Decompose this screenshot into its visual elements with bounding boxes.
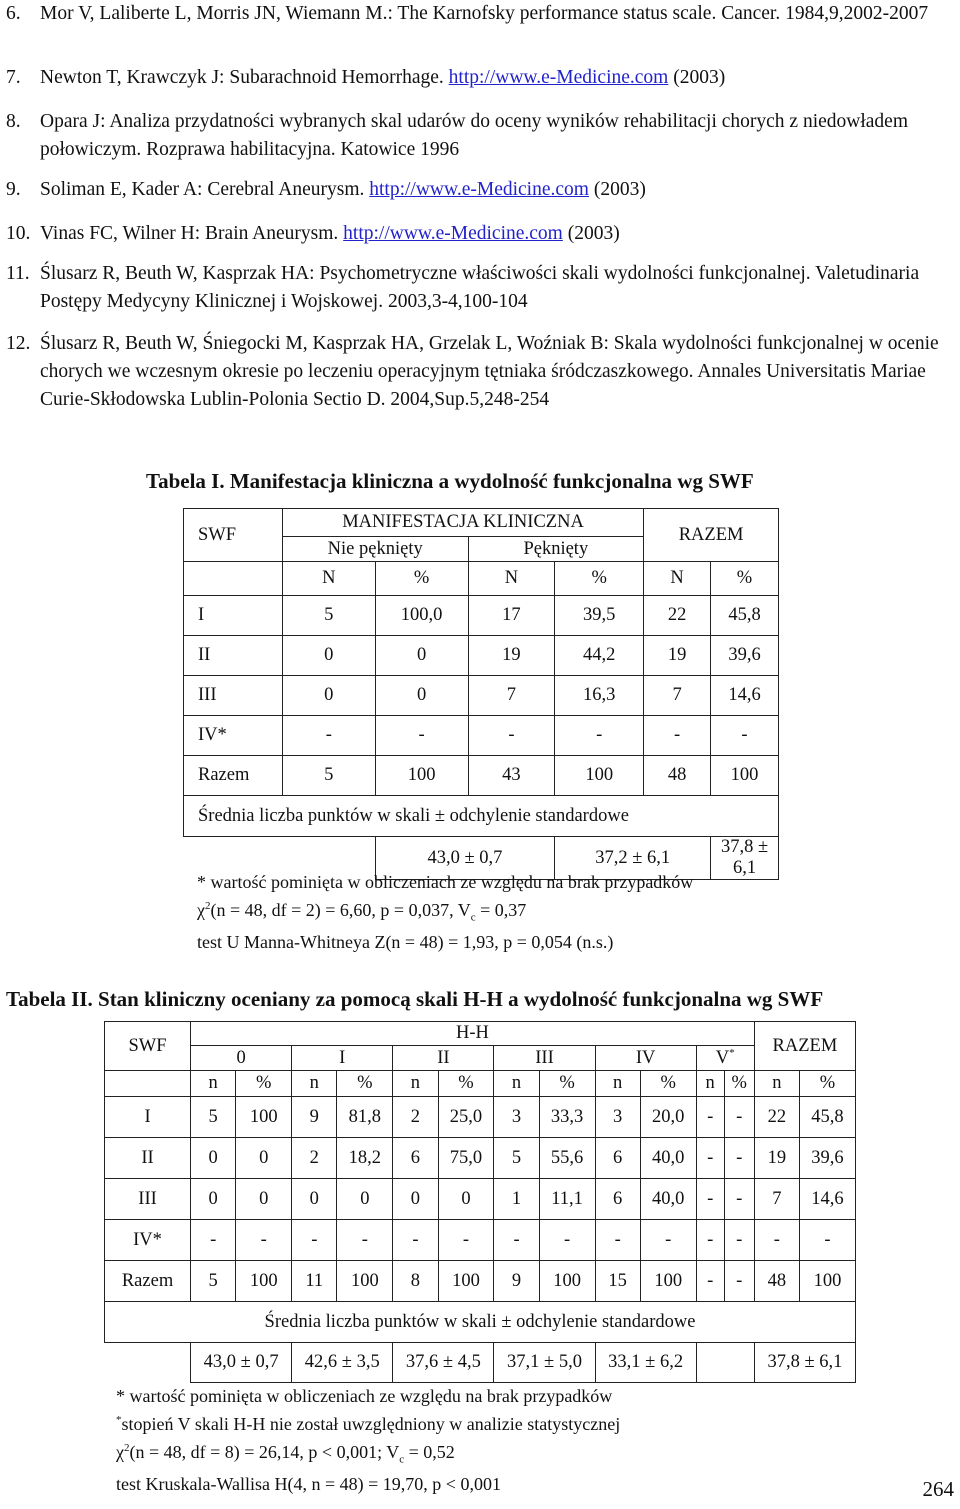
reference-text: Mor V, Laliberte L, Morris JN, Wiemann M.: The Karnofsky performance status scale. Cancer. 1984,9,2002-2007 [40, 3, 929, 24]
table1-test-line: test U Manna-Whitneya Z(n = 48) = 1,93, p = 0,054 (n.s.) [197, 931, 614, 952]
table1-cell: 100 [375, 756, 468, 796]
reference-9 [6, 176, 956, 204]
table2-cell: 0 [191, 1138, 236, 1179]
table2-sub-cell: % [724, 1071, 754, 1097]
table2-cell: - [696, 1220, 724, 1261]
table1-cell: - [555, 716, 644, 756]
table2-cell: - [494, 1220, 539, 1261]
table2-notes [116, 1384, 620, 1496]
table2-cell: 15 [595, 1261, 640, 1302]
table1-cell: 100 [711, 756, 779, 796]
table2-cell: - [724, 1220, 754, 1261]
table1-cell: 5 [282, 756, 375, 796]
table2-swf-header: SWF [105, 1022, 191, 1071]
table1-row [184, 596, 779, 636]
reference-link[interactable]: http://www.e-Medicine.com [448, 67, 669, 88]
table2-cell: 100 [236, 1261, 292, 1302]
table2-cell: 75,0 [438, 1138, 494, 1179]
table2-cell: 5 [191, 1097, 236, 1138]
table2-cell: 0 [236, 1179, 292, 1220]
table1 [183, 508, 779, 880]
table1-row [184, 636, 779, 676]
table1-cell: - [711, 716, 779, 756]
table2-row [105, 1220, 856, 1261]
table2-mean-value [696, 1343, 754, 1383]
reference-text: Soliman E, Kader A: Cerebral Aneurysm. [40, 179, 370, 200]
reference-year: (2003) [562, 223, 620, 244]
table2-empty-cell [105, 1071, 191, 1097]
table2-cell: 0 [337, 1179, 393, 1220]
table1-row-label: II [184, 636, 283, 676]
table2-sub-cell: n [595, 1071, 640, 1097]
table2-cell: 20,0 [640, 1097, 696, 1138]
table1-swf-header: SWF [184, 509, 283, 562]
table2-cell: 18,2 [337, 1138, 393, 1179]
table2-cell: 33,3 [539, 1097, 595, 1138]
table2-cell: 0 [191, 1179, 236, 1220]
table2-cell: - [640, 1220, 696, 1261]
reference-text: Ślusarz R, Beuth W, Kasprzak HA: Psychometryczne właściwości skali wydolności funkcjonalnej. Valetudinaria Postępy Medycyny Klinicznej i Wojskowej. 2003,3-4,100-104 [40, 263, 920, 312]
table2-cell: 100 [799, 1261, 855, 1302]
table2-sub-cell: n [494, 1071, 539, 1097]
reference-number: 10. [6, 223, 31, 244]
table2-cell: 100 [337, 1261, 393, 1302]
table2-cell: 81,8 [337, 1097, 393, 1138]
table2-cell: - [754, 1220, 799, 1261]
table1-cell: 0 [375, 636, 468, 676]
table2-cell: 45,8 [799, 1097, 855, 1138]
table1-cell: - [375, 716, 468, 756]
table2-cell: - [724, 1179, 754, 1220]
reference-7 [6, 64, 956, 92]
table2-grade-header: III [494, 1046, 595, 1071]
table1-cell: - [282, 716, 375, 756]
table1-sub-cell: % [375, 562, 468, 596]
table2-grade-header: IV [595, 1046, 696, 1071]
table1-cell: - [468, 716, 555, 756]
table1-sub-cell: N [644, 562, 711, 596]
table1-cell: 7 [644, 676, 711, 716]
table2-sub-cell: % [799, 1071, 855, 1097]
table1-cell: 0 [282, 676, 375, 716]
table2-row-label: I [105, 1097, 191, 1138]
reference-link[interactable]: http://www.e-Medicine.com [343, 223, 563, 244]
table1-row-label: Razem [184, 756, 283, 796]
table2-cell: 25,0 [438, 1097, 494, 1138]
table2-cell: 2 [393, 1097, 438, 1138]
table1-row-label: I [184, 596, 283, 636]
table2-row-label: III [105, 1179, 191, 1220]
table1-notes [197, 870, 693, 954]
table2-cell: 11 [292, 1261, 337, 1302]
table1-cell: 19 [644, 636, 711, 676]
reference-6 [6, 0, 956, 28]
reference-text: Opara J: Analiza przydatności wybranych skal udarów do oceny wyników rehabilitacji chorych z niedowładem połowiczym. Rozprawa habilitacyjna. Katowice 1996 [40, 111, 909, 160]
table2-note: * wartość pominięta w obliczeniach ze względu na brak przypadków [116, 1386, 613, 1406]
reference-text: Ślusarz R, Beuth W, Śniegocki M, Kasprzak HA, Grzelak L, Woźniak B: Skala wydolności funkcjonalnej w ocenie chorych we wczesnym okresie po leczeniu operacyjnym tętniaka śródczaszkowego. Annales Universitatis Mariae Curie-Skłodowska Lublin-Polonia Sectio D. 2004,Sup.5,248-254 [40, 333, 939, 410]
table2-sub-cell: % [438, 1071, 494, 1097]
table2-cell: - [696, 1138, 724, 1179]
table2-cell: - [292, 1220, 337, 1261]
reference-number: 11. [6, 263, 30, 284]
page-number: 264 [922, 1477, 954, 1501]
reference-year: (2003) [588, 179, 646, 200]
table1-cell: 0 [282, 636, 375, 676]
table1-cell: 43 [468, 756, 555, 796]
table1-cell: 0 [375, 676, 468, 716]
table2-cell: 40,0 [640, 1138, 696, 1179]
table1-cell: - [644, 716, 711, 756]
table2-sub-cell: % [640, 1071, 696, 1097]
reference-number: 9. [6, 179, 21, 200]
table1-manifest-header: MANIFESTACJA KLINICZNA [282, 509, 643, 537]
table2-cell: - [724, 1261, 754, 1302]
table1-nie-pekniety-header: Nie pęknięty [282, 537, 468, 562]
table1-sub-cell: N [282, 562, 375, 596]
table1-mean-label: Średnia liczba punktów w skali ± odchylenie standardowe [184, 796, 779, 837]
table2-row [105, 1097, 856, 1138]
table1-razem-header: RAZEM [644, 509, 779, 562]
table2-mean-value: 37,8 ± 6,1 [754, 1343, 855, 1383]
table2-row-label: II [105, 1138, 191, 1179]
table1-cell: 44,2 [555, 636, 644, 676]
table1-cell: 48 [644, 756, 711, 796]
table2-cell: 0 [236, 1138, 292, 1179]
table2-sub-cell: n [393, 1071, 438, 1097]
table1-cell: 45,8 [711, 596, 779, 636]
table2-cell: 55,6 [539, 1138, 595, 1179]
table2-cell: 0 [438, 1179, 494, 1220]
table2-row [105, 1261, 856, 1302]
table2-cell: - [438, 1220, 494, 1261]
table2-cell: - [724, 1138, 754, 1179]
table2-cell: 6 [393, 1138, 438, 1179]
table2-cell: 100 [640, 1261, 696, 1302]
reference-11 [6, 260, 956, 316]
table2-cell: 2 [292, 1138, 337, 1179]
table1-cell: 17 [468, 596, 555, 636]
table1-subheader-row [184, 562, 779, 596]
reference-10 [6, 220, 956, 248]
table2-sub-cell: n [754, 1071, 799, 1097]
table2-subheader-row [105, 1071, 856, 1097]
table2-sub-cell: % [539, 1071, 595, 1097]
table2-cell: - [595, 1220, 640, 1261]
table2-cell: 6 [595, 1179, 640, 1220]
table2-caption: Tabela II. Stan kliniczny oceniany za pomocą skali H-H a wydolność funkcjonalna wg SWF [6, 987, 824, 1011]
table2-cell: - [696, 1179, 724, 1220]
table1-row-label: IV* [184, 716, 283, 756]
table1-cell: 5 [282, 596, 375, 636]
table2-cell: 1 [494, 1179, 539, 1220]
table2-mean-value: 33,1 ± 6,2 [595, 1343, 696, 1383]
table2-sub-cell: n [191, 1071, 236, 1097]
table1-cell: 22 [644, 596, 711, 636]
table2-grade-header: V* [696, 1046, 754, 1071]
reference-link[interactable]: http://www.e-Medicine.com [369, 179, 589, 200]
table2-cell: - [191, 1220, 236, 1261]
table1-cell: 19 [468, 636, 555, 676]
table2-cell: - [696, 1097, 724, 1138]
table1-cell: 16,3 [555, 676, 644, 716]
table2-cell: 6 [595, 1138, 640, 1179]
table2-cell: 100 [236, 1097, 292, 1138]
table2-cell: 7 [754, 1179, 799, 1220]
table2-cell: - [393, 1220, 438, 1261]
table2-cell: 40,0 [640, 1179, 696, 1220]
table2-cell: - [696, 1261, 724, 1302]
table2-cell: 39,6 [799, 1138, 855, 1179]
table1-mean-value: 43,0 ± 0,7 [375, 837, 555, 880]
reference-number: 6. [6, 3, 21, 24]
table2-cell: 100 [539, 1261, 595, 1302]
table1-cell: 14,6 [711, 676, 779, 716]
table1-cell: 7 [468, 676, 555, 716]
reference-year: (2003) [668, 67, 726, 88]
table2-grade-header: 0 [191, 1046, 292, 1071]
table2-mean-label: Średnia liczba punktów w skali ± odchylenie standardowe [105, 1302, 856, 1343]
table2-cell: 5 [191, 1261, 236, 1302]
table1-mean-value: 37,8 ± 6,1 [711, 837, 779, 880]
table2-row-label: Razem [105, 1261, 191, 1302]
table2-cell: 14,6 [799, 1179, 855, 1220]
table2-cell: 11,1 [539, 1179, 595, 1220]
table2-sub-cell: n [696, 1071, 724, 1097]
table2-hh-header: H-H [191, 1022, 755, 1046]
table2-chi-line: $\chi^2(n = 48$, df = 8) = 26,14, p < 0,001; $V_c = 0,52$ [116, 1442, 455, 1466]
reference-number: 7. [6, 67, 21, 88]
table2-razem-header: RAZEM [754, 1022, 855, 1071]
table2-cell: 5 [494, 1138, 539, 1179]
table2-note-v: *stopień V skali H-H nie został uwzględniony w analizie statystycznej [116, 1414, 621, 1434]
table1-row [184, 676, 779, 716]
table2-cell: 0 [292, 1179, 337, 1220]
table2-row [105, 1179, 856, 1220]
table1-row-label: III [184, 676, 283, 716]
table1-cell: 100 [555, 756, 644, 796]
table1-sub-cell: N [468, 562, 555, 596]
table1-cell: 39,6 [711, 636, 779, 676]
table2-cell: - [236, 1220, 292, 1261]
table2-cell: 3 [494, 1097, 539, 1138]
table1-row [184, 756, 779, 796]
table2-sub-cell: % [236, 1071, 292, 1097]
reference-number: 8. [6, 111, 21, 132]
table2-row [105, 1138, 856, 1179]
table2-cell: 22 [754, 1097, 799, 1138]
table2-means-row [105, 1343, 856, 1383]
reference-number: 12. [6, 333, 31, 354]
table1-pekniety-header: Pęknięty [468, 537, 644, 562]
table1-chi-line: $\chi^2(n = 48$, df = 2) = 6,60, p = 0,037, $V_c = 0,37$ [197, 900, 527, 924]
table2-cell: 0 [393, 1179, 438, 1220]
table2-cell: - [539, 1220, 595, 1261]
table2-cell: - [724, 1097, 754, 1138]
table2-mean-value: 37,1 ± 5,0 [494, 1343, 595, 1383]
table2-cell: 9 [292, 1097, 337, 1138]
table1-note: * wartość pominięta w obliczeniach ze względu na brak przypadków [197, 872, 694, 892]
table2-cell: 9 [494, 1261, 539, 1302]
table1-sub-cell: % [711, 562, 779, 596]
table2-cell: 100 [438, 1261, 494, 1302]
table1-sub-cell: % [555, 562, 644, 596]
table1-cell: 39,5 [555, 596, 644, 636]
reference-text: Vinas FC, Wilner H: Brain Aneurysm. [40, 223, 344, 244]
table2-cell: 48 [754, 1261, 799, 1302]
table2-cell: 3 [595, 1097, 640, 1138]
table2-grade-header: I [292, 1046, 393, 1071]
table2-mean-value: 43,0 ± 0,7 [191, 1343, 292, 1383]
table1-caption: Tabela I. Manifestacja kliniczna a wydolność funkcjonalna wg SWF [146, 469, 754, 493]
table2-grade-header: II [393, 1046, 494, 1071]
table2-mean-value: 42,6 ± 3,5 [292, 1343, 393, 1383]
table2-cell: - [799, 1220, 855, 1261]
table1-empty-cell [184, 562, 283, 596]
table2-cell: 19 [754, 1138, 799, 1179]
table2-test-line: test Kruskala-Wallisa H(4, n = 48) = 19,70, p < 0,001 [116, 1473, 501, 1494]
table2-cell: - [337, 1220, 393, 1261]
table2-mean-value: 37,6 ± 4,5 [393, 1343, 494, 1383]
reference-8 [6, 108, 956, 164]
table1-cell: 100,0 [375, 596, 468, 636]
reference-12 [6, 330, 956, 414]
table2-cell: 8 [393, 1261, 438, 1302]
table2-row-label: IV* [105, 1220, 191, 1261]
table2 [104, 1021, 856, 1383]
table1-row [184, 716, 779, 756]
table2-sub-cell: % [337, 1071, 393, 1097]
table2-sub-cell: n [292, 1071, 337, 1097]
reference-text: Newton T, Krawczyk J: Subarachnoid Hemorrhage. [40, 67, 449, 88]
table1-mean-value: 37,2 ± 6,1 [555, 837, 711, 880]
table2-empty-cell [105, 1343, 191, 1383]
